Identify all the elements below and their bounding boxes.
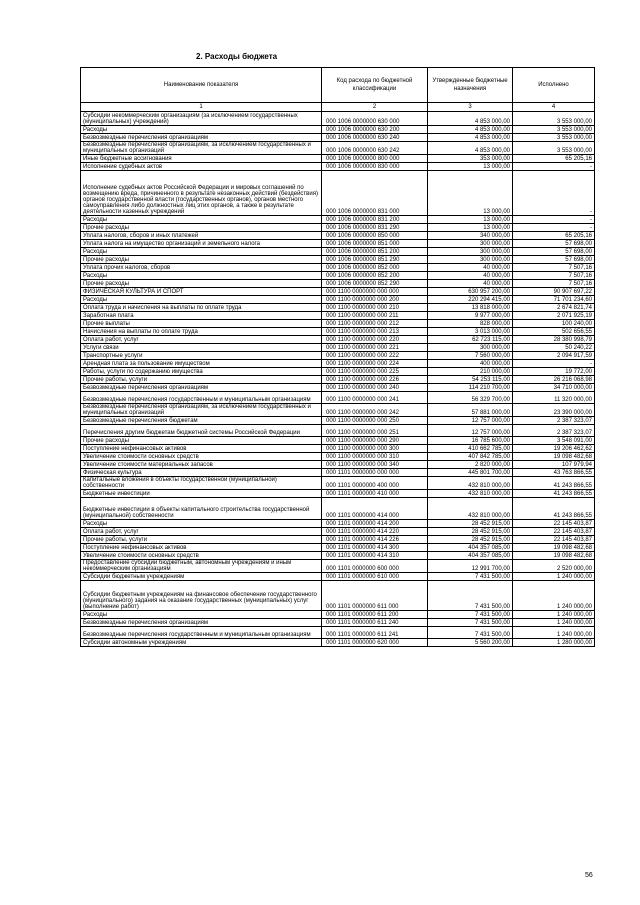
row-executed-cell: 22 145 403,87	[513, 520, 595, 528]
row-approved-cell: 300 000,00	[428, 240, 513, 248]
table-row	[81, 477, 595, 490]
row-name-cell: Расходы	[81, 126, 322, 134]
row-approved-cell: 13 000,00	[428, 163, 513, 171]
row-executed-cell: 57 698,00	[513, 240, 595, 248]
table-row	[81, 536, 595, 544]
row-executed-cell: 107 979,94	[513, 461, 595, 469]
row-name-cell: Безвозмездные перечисления бюджетам	[81, 417, 322, 425]
row-name-cell: Прочие работы, услуги	[81, 536, 322, 544]
row-approved-cell: 40 000,00	[428, 264, 513, 272]
column-number: 3	[428, 103, 513, 112]
row-code-cell: 000 1100 0000000 000 300	[322, 445, 428, 453]
row-approved-cell: 630 957 200,00	[428, 288, 513, 296]
row-executed-cell: 1 280 000,00	[513, 639, 595, 647]
table-body	[81, 112, 595, 647]
row-code-cell: 000 1100 0000000 000 210	[322, 304, 428, 312]
row-code-cell: 000 1100 0000000 000 310	[322, 453, 428, 461]
row-executed-cell: 2 094 917,59	[513, 352, 595, 360]
row-code-cell: 000 1006 0000000 630 242	[322, 142, 428, 155]
table-row	[81, 248, 595, 256]
row-executed-cell: 11 320 000,00	[513, 392, 595, 404]
row-executed-cell: 19 206 462,62	[513, 445, 595, 453]
row-executed-cell: -	[513, 163, 595, 171]
row-executed-cell: 2 520 000,00	[513, 560, 595, 573]
table-row	[81, 627, 595, 639]
row-code-cell: 000 1006 0000000 830 000	[322, 163, 428, 171]
row-executed-cell: 22 145 403,87	[513, 536, 595, 544]
table-row	[81, 256, 595, 264]
row-approved-cell: 40 000,00	[428, 280, 513, 288]
row-executed-cell: 1 240 000,00	[513, 581, 595, 611]
row-code-cell: 000 1100 0000000 000 222	[322, 352, 428, 360]
row-code-cell: 000 1100 0000000 000 242	[322, 404, 428, 417]
row-executed-cell: 100 240,00	[513, 320, 595, 328]
row-name-cell: Работы, услуги по содержанию имущества	[81, 368, 322, 376]
table-row	[81, 312, 595, 320]
row-code-cell: 000 1101 0000000 414 220	[322, 528, 428, 536]
row-code-cell: 000 1101 0000000 414 300	[322, 544, 428, 552]
row-code-cell: 000 1101 0000000 414 310	[322, 552, 428, 560]
row-approved-cell: 9 977 000,00	[428, 312, 513, 320]
row-approved-cell: 404 357 085,00	[428, 544, 513, 552]
table-row	[81, 112, 595, 126]
row-approved-cell: 3 013 000,00	[428, 328, 513, 336]
row-executed-cell: 7 507,16	[513, 280, 595, 288]
row-name-cell: Прочие расходы	[81, 437, 322, 445]
row-code-cell: 000 1006 0000000 852 000	[322, 264, 428, 272]
row-approved-cell: 57 881 000,00	[428, 404, 513, 417]
row-name-cell: Оплата работ, услуг	[81, 336, 322, 344]
row-name-cell: Капитальные вложения в объекты государственной (муниципальной) собственности	[81, 477, 322, 490]
row-name-cell: Уплата налога на имущество организаций и земельного налога	[81, 240, 322, 248]
row-code-cell: 000 1100 0000000 000 212	[322, 320, 428, 328]
row-name-cell: Поступление нефинансовых активов	[81, 445, 322, 453]
row-code-cell: 000 1101 0000000 611 000	[322, 581, 428, 611]
row-executed-cell: 2 071 925,19	[513, 312, 595, 320]
row-name-cell: Увеличение стоимости основных средств	[81, 453, 322, 461]
header-executed: Исполнено	[513, 68, 595, 103]
row-name-cell: Прочие работы, услуги	[81, 376, 322, 384]
row-approved-cell: 7 431 500,00	[428, 573, 513, 581]
table-row	[81, 296, 595, 304]
row-name-cell: Расходы	[81, 611, 322, 619]
row-approved-cell: 28 452 915,00	[428, 536, 513, 544]
row-executed-cell: 19 098 482,68	[513, 544, 595, 552]
table-row	[81, 573, 595, 581]
column-number: 4	[513, 103, 595, 112]
row-code-cell: 000 1006 0000000 851 290	[322, 256, 428, 264]
row-name-cell: Безвозмездные перечисления организациям	[81, 619, 322, 627]
row-code-cell: 000 1100 0000000 000 240	[322, 384, 428, 392]
row-executed-cell: 3 548 091,00	[513, 437, 595, 445]
row-executed-cell: 19 098 482,68	[513, 552, 595, 560]
row-approved-cell: 4 853 000,00	[428, 142, 513, 155]
row-approved-cell: 5 560 200,00	[428, 639, 513, 647]
row-name-cell: Услуги связи	[81, 344, 322, 352]
row-code-cell: 000 1101 0000000 400 000	[322, 477, 428, 490]
row-name-cell: Уплата налогов, сборов и иных платежей	[81, 232, 322, 240]
row-executed-cell: 57 698,00	[513, 248, 595, 256]
row-executed-cell: 1 240 000,00	[513, 627, 595, 639]
row-name-cell: Безвозмездные перечисления организациям	[81, 134, 322, 142]
row-name-cell: Заработная плата	[81, 312, 322, 320]
row-approved-cell: 407 842 785,00	[428, 453, 513, 461]
row-code-cell: 000 1006 0000000 851 000	[322, 240, 428, 248]
row-executed-cell: 7 507,16	[513, 264, 595, 272]
row-executed-cell: 41 243 866,55	[513, 490, 595, 498]
table-row	[81, 224, 595, 232]
row-executed-cell: 43 763 866,55	[513, 469, 595, 477]
row-name-cell: Предоставление субсидий бюджетным, автономным учреждениям и иным некоммерческим организациям	[81, 560, 322, 573]
row-name-cell: Перечисления другим бюджетам бюджетной системы Российской Федерации	[81, 425, 322, 437]
row-name-cell: Прочие расходы	[81, 256, 322, 264]
page-number: 56	[585, 872, 593, 879]
row-code-cell: 000 1100 0000000 000 290	[322, 437, 428, 445]
row-approved-cell: 28 452 915,00	[428, 520, 513, 528]
header-approved: Утвержденные бюджетные назначения	[428, 68, 513, 103]
row-executed-cell: 1 240 000,00	[513, 611, 595, 619]
table-row	[81, 232, 595, 240]
row-code-cell: 000 1101 0000000 611 240	[322, 619, 428, 627]
table-row	[81, 552, 595, 560]
row-approved-cell: 28 452 915,00	[428, 528, 513, 536]
row-code-cell: 000 1100 0000000 000 220	[322, 336, 428, 344]
row-approved-cell: 410 662 785,00	[428, 445, 513, 453]
header-code: Код расхода по бюджетной классификации	[322, 68, 428, 103]
row-executed-cell: 28 380 998,79	[513, 336, 595, 344]
row-executed-cell: 1 240 000,00	[513, 619, 595, 627]
table-row	[81, 528, 595, 536]
row-code-cell: 000 1101 0000000 620 000	[322, 639, 428, 647]
row-code-cell: 000 1101 0000000 000 000	[322, 469, 428, 477]
row-name-cell: Субсидии бюджетным учреждениям на финансовое обеспечение государственного (муниципального) задания на оказание государственных (муниципальных) услуг (выполнение работ)	[81, 581, 322, 611]
row-code-cell: 000 1100 0000000 000 241	[322, 392, 428, 404]
row-name-cell: Расходы	[81, 296, 322, 304]
row-executed-cell: 90 907 697,22	[513, 288, 595, 296]
row-approved-cell: 7 560 000,00	[428, 352, 513, 360]
row-code-cell: 000 1101 0000000 410 000	[322, 490, 428, 498]
row-approved-cell: 445 801 700,00	[428, 469, 513, 477]
header-name: Наименование показателя	[81, 68, 322, 103]
table-row	[81, 352, 595, 360]
row-approved-cell: 13 000,00	[428, 171, 513, 216]
row-approved-cell: 210 000,00	[428, 368, 513, 376]
row-name-cell: Поступление нефинансовых активов	[81, 544, 322, 552]
table-row	[81, 490, 595, 498]
row-name-cell: Оплата работ, услуг	[81, 528, 322, 536]
table-row	[81, 155, 595, 163]
row-code-cell: 000 1100 0000000 000 226	[322, 376, 428, 384]
row-code-cell: 000 1006 0000000 850 000	[322, 232, 428, 240]
row-name-cell: Прочие расходы	[81, 224, 322, 232]
row-code-cell: 000 1100 0000000 000 221	[322, 344, 428, 352]
row-approved-cell: 13 000,00	[428, 224, 513, 232]
row-executed-cell: 50 240,22	[513, 344, 595, 352]
row-executed-cell: -	[513, 216, 595, 224]
row-executed-cell: 34 710 000,00	[513, 384, 595, 392]
row-executed-cell: -	[513, 224, 595, 232]
table-row	[81, 619, 595, 627]
row-name-cell: Физическая культура	[81, 469, 322, 477]
row-approved-cell: 432 810 000,00	[428, 477, 513, 490]
row-approved-cell: 16 785 600,00	[428, 437, 513, 445]
table-row	[81, 163, 595, 171]
table-header-row	[81, 68, 595, 103]
row-name-cell: Субсидии автономным учреждениям	[81, 639, 322, 647]
table-row	[81, 368, 595, 376]
row-approved-cell: 56 329 700,00	[428, 392, 513, 404]
row-name-cell: Прочие выплаты	[81, 320, 322, 328]
row-name-cell: Транспортные услуги	[81, 352, 322, 360]
row-name-cell: Расходы	[81, 520, 322, 528]
row-name-cell: Бюджетные инвестиции в объекты капитального строительства государственной (муниципальной) собственности	[81, 498, 322, 520]
table-row	[81, 581, 595, 611]
row-name-cell: Прочие расходы	[81, 280, 322, 288]
table-row	[81, 445, 595, 453]
row-approved-cell: 7 431 500,00	[428, 627, 513, 639]
row-name-cell: Расходы	[81, 216, 322, 224]
row-executed-cell: 1 240 000,00	[513, 573, 595, 581]
column-number: 1	[81, 103, 322, 112]
row-code-cell: 000 1006 0000000 831 000	[322, 171, 428, 216]
row-code-cell: 000 1101 0000000 611 200	[322, 611, 428, 619]
row-name-cell: Субсидии некоммерческим организациям (за исключением государственных (муниципальных) учреждений)	[81, 112, 322, 126]
row-approved-cell: 54 253 115,00	[428, 376, 513, 384]
table-row	[81, 461, 595, 469]
row-executed-cell: -	[513, 171, 595, 216]
row-executed-cell: 57 698,00	[513, 256, 595, 264]
table-row	[81, 498, 595, 520]
row-code-cell: 000 1100 0000000 000 224	[322, 360, 428, 368]
row-executed-cell: 65 205,16	[513, 232, 595, 240]
row-code-cell: 000 1101 0000000 414 200	[322, 520, 428, 528]
table-row	[81, 264, 595, 272]
row-approved-cell: 432 810 000,00	[428, 498, 513, 520]
row-approved-cell: 300 000,00	[428, 256, 513, 264]
row-executed-cell: 2 387 323,07	[513, 417, 595, 425]
table-row	[81, 272, 595, 280]
row-name-cell: Увеличение стоимости материальных запасов	[81, 461, 322, 469]
section-title: 2. Расходы бюджета	[196, 52, 278, 61]
row-approved-cell: 404 357 085,00	[428, 552, 513, 560]
row-approved-cell: 300 000,00	[428, 248, 513, 256]
row-code-cell: 000 1101 0000000 611 241	[322, 627, 428, 639]
row-name-cell: Субсидии бюджетным учреждениям	[81, 573, 322, 581]
row-approved-cell: 114 210 700,00	[428, 384, 513, 392]
row-executed-cell: 23 390 000,00	[513, 404, 595, 417]
row-code-cell: 000 1100 0000000 000 213	[322, 328, 428, 336]
table-row	[81, 384, 595, 392]
row-code-cell: 000 1006 0000000 852 200	[322, 272, 428, 280]
row-name-cell: Расходы	[81, 272, 322, 280]
row-name-cell: Увеличение стоимости основных средств	[81, 552, 322, 560]
row-code-cell: 000 1006 0000000 630 000	[322, 112, 428, 126]
row-name-cell: Иные бюджетные ассигнования	[81, 155, 322, 163]
row-code-cell: 000 1006 0000000 831 200	[322, 216, 428, 224]
row-executed-cell: 19 098 482,68	[513, 453, 595, 461]
table-row	[81, 216, 595, 224]
row-executed-cell: -	[513, 360, 595, 368]
row-approved-cell: 12 757 000,00	[428, 425, 513, 437]
row-code-cell: 000 1101 0000000 414 000	[322, 498, 428, 520]
row-name-cell: Оплата труда и начисления на выплаты по оплате труда	[81, 304, 322, 312]
row-executed-cell: 7 507,16	[513, 272, 595, 280]
row-approved-cell: 828 000,00	[428, 320, 513, 328]
table-row	[81, 639, 595, 647]
row-approved-cell: 7 431 500,00	[428, 619, 513, 627]
table-row	[81, 417, 595, 425]
table-row	[81, 425, 595, 437]
table-row	[81, 392, 595, 404]
row-approved-cell: 300 000,00	[428, 344, 513, 352]
row-executed-cell: 65 205,16	[513, 155, 595, 163]
table-row	[81, 453, 595, 461]
row-name-cell: Расходы	[81, 248, 322, 256]
row-name-cell: Безвозмездные перечисления организациям, за исключением государственных и муниципальных организаций	[81, 142, 322, 155]
row-approved-cell: 4 853 000,00	[428, 134, 513, 142]
table-row	[81, 437, 595, 445]
row-approved-cell: 340 000,00	[428, 232, 513, 240]
expenses-table	[80, 67, 595, 647]
row-executed-cell: 41 243 866,55	[513, 477, 595, 490]
row-code-cell: 000 1006 0000000 630 200	[322, 126, 428, 134]
row-executed-cell: 22 145 403,87	[513, 528, 595, 536]
row-approved-cell: 400 000,00	[428, 360, 513, 368]
row-approved-cell: 13 000,00	[428, 216, 513, 224]
table-row	[81, 320, 595, 328]
row-name-cell: Начисления на выплаты по оплате труда	[81, 328, 322, 336]
row-executed-cell: 3 553 000,00	[513, 126, 595, 134]
row-code-cell: 000 1006 0000000 800 000	[322, 155, 428, 163]
row-code-cell: 000 1100 0000000 000 200	[322, 296, 428, 304]
column-number-row	[81, 103, 595, 112]
row-code-cell: 000 1100 0000000 000 251	[322, 425, 428, 437]
table-row	[81, 360, 595, 368]
row-code-cell: 000 1100 0000000 000 211	[322, 312, 428, 320]
table-row	[81, 171, 595, 216]
row-executed-cell: 3 553 000,00	[513, 142, 595, 155]
table-row	[81, 344, 595, 352]
row-approved-cell: 220 294 415,00	[428, 296, 513, 304]
row-code-cell: 000 1006 0000000 831 290	[322, 224, 428, 232]
row-executed-cell: 2 387 323,07	[513, 425, 595, 437]
column-number: 2	[322, 103, 428, 112]
row-approved-cell: 4 853 000,00	[428, 112, 513, 126]
table-row	[81, 376, 595, 384]
row-name-cell: Арендная плата за пользование имуществом	[81, 360, 322, 368]
row-approved-cell: 12 757 000,00	[428, 417, 513, 425]
table-row	[81, 611, 595, 619]
row-executed-cell: 3 553 000,00	[513, 112, 595, 126]
row-executed-cell: 41 243 866,55	[513, 498, 595, 520]
table-row	[81, 469, 595, 477]
row-name-cell: Безвозмездные перечисления государственным и муниципальным организациям	[81, 627, 322, 639]
row-approved-cell: 7 431 500,00	[428, 581, 513, 611]
row-executed-cell: 2 674 821,74	[513, 304, 595, 312]
row-code-cell: 000 1006 0000000 852 290	[322, 280, 428, 288]
table-row	[81, 134, 595, 142]
row-executed-cell: 19 772,00	[513, 368, 595, 376]
table-row	[81, 240, 595, 248]
row-code-cell: 000 1100 0000000 000 000	[322, 288, 428, 296]
row-executed-cell: 71 701 234,60	[513, 296, 595, 304]
row-code-cell: 000 1006 0000000 630 240	[322, 134, 428, 142]
row-approved-cell: 7 431 500,00	[428, 611, 513, 619]
row-name-cell: ФИЗИЧЕСКАЯ КУЛЬТУРА И СПОРТ	[81, 288, 322, 296]
table-row	[81, 288, 595, 296]
row-executed-cell: 502 656,55	[513, 328, 595, 336]
table-row	[81, 336, 595, 344]
row-approved-cell: 4 853 000,00	[428, 126, 513, 134]
row-approved-cell: 13 818 000,00	[428, 304, 513, 312]
row-approved-cell: 353 000,00	[428, 155, 513, 163]
row-approved-cell: 62 723 115,00	[428, 336, 513, 344]
row-code-cell: 000 1101 0000000 610 000	[322, 573, 428, 581]
table-row	[81, 328, 595, 336]
table-row	[81, 544, 595, 552]
row-name-cell: Уплата прочих налогов, сборов	[81, 264, 322, 272]
row-name-cell: Исполнение судебных актов	[81, 163, 322, 171]
row-code-cell: 000 1100 0000000 000 340	[322, 461, 428, 469]
row-name-cell: Исполнение судебных актов Российской Федерации и мировых соглашений по возмещению вреда, причиненного в результате незаконных действий (бездействия) органов государственной власти (государственных органов), органов местного самоуправления либо должностных лиц этих органов, а также в результате деятельности казенных учреждений	[81, 171, 322, 216]
row-code-cell: 000 1100 0000000 000 225	[322, 368, 428, 376]
row-code-cell: 000 1101 0000000 414 226	[322, 536, 428, 544]
row-name-cell: Бюджетные инвестиции	[81, 490, 322, 498]
table-row	[81, 142, 595, 155]
row-executed-cell: 26 216 068,98	[513, 376, 595, 384]
row-approved-cell: 432 810 000,00	[428, 490, 513, 498]
table-row	[81, 560, 595, 573]
table-row	[81, 280, 595, 288]
row-code-cell: 000 1006 0000000 851 200	[322, 248, 428, 256]
row-approved-cell: 2 820 000,00	[428, 461, 513, 469]
table-row	[81, 520, 595, 528]
row-approved-cell: 40 000,00	[428, 272, 513, 280]
table-row	[81, 404, 595, 417]
row-code-cell: 000 1100 0000000 000 250	[322, 417, 428, 425]
row-name-cell: Безвозмездные перечисления организациям, за исключением государственных и муниципальных организаций	[81, 404, 322, 417]
table-row	[81, 126, 595, 134]
row-name-cell: Безвозмездные перечисления организациям	[81, 384, 322, 392]
row-name-cell: Безвозмездные перечисления государственным и муниципальным организациям	[81, 392, 322, 404]
row-approved-cell: 12 991 700,00	[428, 560, 513, 573]
row-executed-cell: 3 553 000,00	[513, 134, 595, 142]
row-code-cell: 000 1101 0000000 600 000	[322, 560, 428, 573]
table-row	[81, 304, 595, 312]
